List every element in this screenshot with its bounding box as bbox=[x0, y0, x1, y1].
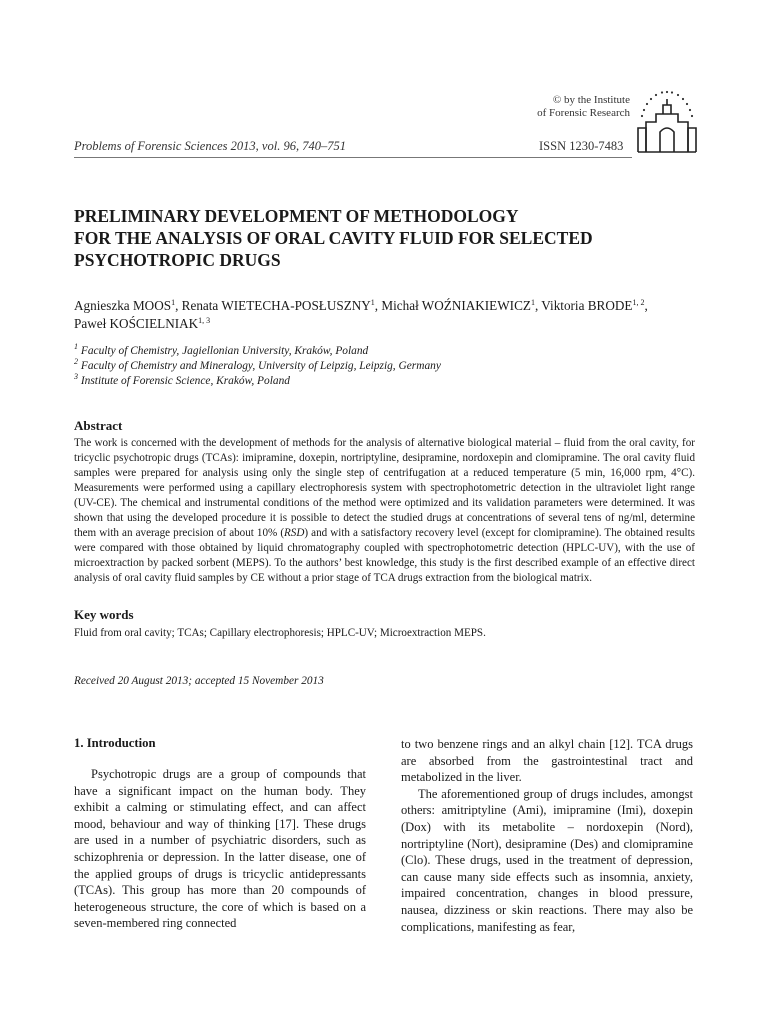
article-title bbox=[74, 205, 694, 271]
author-line: Agnieszka MOOS$^1$, Renata WIETECHA-POSŁUSZNY$^1$, Michał WOŹNIAKIEWICZ$^1$, Viktoria BRODE$^{1, 2}$, bbox=[74, 298, 648, 313]
body-paragraph: The aforementioned group of drugs includes, amongst others: amitriptyline (Ami), imipramine (Imi), doxepin (Dox) with its metabolite – nordoxepin (Nord), nortriptyline (Nort), desipramine (Des) and clomipramine (Clo). These drugs, used in the treatment of depression, can cause many side effects such as insomnia, anxiety, impaired concentration, changes in blood pressure, nausea, dizziness or skin reactions. There may also be complications, manifesting as fear, bbox=[401, 786, 693, 934]
title-line: PRELIMINARY DEVELOPMENT OF METHODOLOGY bbox=[74, 206, 519, 226]
affiliation-item bbox=[74, 359, 704, 374]
author-affiliation-number: 1, 2 bbox=[632, 298, 645, 307]
issn: ISSN 1230-7483 bbox=[539, 139, 624, 153]
abstract-heading: Abstract bbox=[74, 418, 123, 433]
copyright-notice bbox=[537, 94, 630, 120]
abstract-text: The work is concerned with the development of methods for the analysis of alternative biological material – fluid from the oral cavity, for tricyclic psychotropic drugs (TCAs): imipramine, doxepin, nortriptyline, desipramine, nordoxepin and clomipramine. The oral cavity fluid samples were prepared for analysis using only the single step of centrifugation at a reduced temperature (5 min, 16,000 rpm, 4°C). Measurements were performed using a capillary electrophoresis system with spectrophotometric detection in the ultraviolet light range (UV-CE). The chemical and instrumental conditions of the method were optimized and its validation parameters were determined. It was shown that using the developed procedure it is possible to detect the studied drugs at concentrations of several tens of ng/ml, determine them with an average precision of about 10% (RSD) and with a satisfactory recovery level (except for clomipramine). The obtained results were compared with those obtained by liquid chromatography coupled with spectrophotometric detection (HPLC-UV), with the use of microextraction by packed sorbent (MEPS). To the authors’ best knowledge, this study is the first described example of an effective direct analysis of oral cavity fluid samples by CE without a prior stage of TCA drugs extraction from the biological matrix. bbox=[74, 437, 695, 584]
keywords-text: Fluid from oral cavity; TCAs; Capillary electrophoresis; HPLC-UV; Microextraction MEPS. bbox=[74, 627, 486, 639]
affiliation-item bbox=[74, 344, 704, 359]
institute-logo-icon bbox=[636, 88, 698, 154]
affiliation-text: Faculty of Chemistry and Mineralogy, University of Leipzig, Leipzig, Germany bbox=[80, 360, 441, 372]
copyright-line-1: © by the Institute bbox=[552, 94, 630, 106]
body-column-right bbox=[401, 736, 693, 935]
header-rule bbox=[74, 157, 694, 158]
journal-citation: Problems of Forensic Sciences 2013, vol. 96, 740–751 bbox=[74, 139, 346, 153]
title-line: FOR THE ANALYSIS OF ORAL CAVITY FLUID FOR SELECTED bbox=[74, 228, 593, 248]
author-name: Renata WIETECHA-POSŁUSZNY bbox=[181, 298, 371, 313]
author-name: Agnieszka MOOS bbox=[74, 298, 172, 313]
affiliation-list bbox=[74, 344, 704, 389]
body-paragraph: Psychotropic drugs are a group of compounds that have a significant impact on the human body. They exhibit a calming or stimulating effect, and can affect mood, behaviour and way of thinking [17]. These drugs are used in a number of psychiatric disorders, such as schizophrenia or depression. In the latter disease, one of the applied groups of drugs is tricyclic antidepressants (TCAs). This group has more than 20 compounds of heterogeneous structure, the core of which is based on a seven-membered ring connected bbox=[74, 767, 366, 931]
affiliation-number: 1 bbox=[74, 342, 78, 351]
author-affiliation-number: 1 bbox=[370, 298, 375, 307]
rsd-term: RSD bbox=[284, 527, 305, 539]
affiliation-number: 2 bbox=[74, 357, 78, 366]
received-dates: Received 20 August 2013; accepted 15 November 2013 bbox=[74, 675, 324, 687]
author-name: Paweł KOŚCIELNIAK bbox=[74, 316, 199, 331]
author-affiliation-number: 1 bbox=[171, 298, 176, 307]
affiliation-text: Faculty of Chemistry, Jagiellonian University, Kraków, Poland bbox=[80, 345, 369, 357]
affiliation-number: 3 bbox=[74, 372, 78, 381]
affiliation-text: Institute of Forensic Science, Kraków, Poland bbox=[80, 375, 290, 387]
author-affiliation-number: 1, 3 bbox=[198, 316, 211, 325]
copyright-line-2: of Forensic Research bbox=[537, 107, 630, 119]
section-heading-introduction: 1. Introduction bbox=[74, 736, 156, 750]
body-column-left bbox=[74, 766, 366, 932]
author-line bbox=[74, 315, 704, 333]
keywords-heading: Key words bbox=[74, 607, 134, 622]
body-paragraph: to two benzene rings and an alkyl chain [12]. TCA drugs are absorbed from the gastrointestinal tract and metabolized in the liver. bbox=[401, 737, 693, 785]
author-name: Viktoria BRODE bbox=[541, 298, 633, 313]
title-line: PSYCHOTROPIC DRUGS bbox=[74, 250, 281, 270]
author-list bbox=[74, 297, 704, 333]
author-name: Michał WOŹNIAKIEWICZ bbox=[381, 298, 531, 313]
author-affiliation-number: 1 bbox=[530, 298, 535, 307]
affiliation-item bbox=[74, 374, 704, 389]
